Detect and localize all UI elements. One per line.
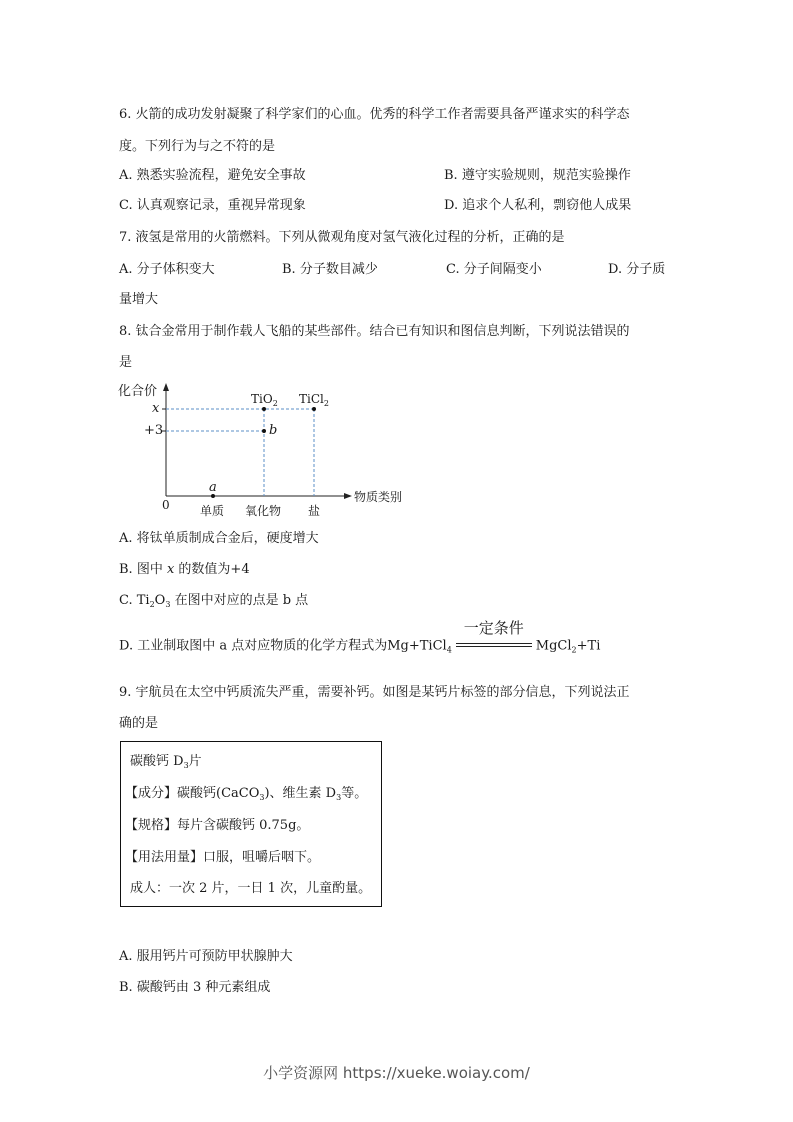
tio2-label: TiO$_2$ [251,392,278,408]
q8-option-c: C. $Ti_2O_3$ 在图中对应的点是 b 点 [119,593,309,609]
q6-stem-line2: 度。下列行为与之不符的是 [119,139,276,154]
point-b-label: b [269,423,278,438]
calcium-tablet-label [120,741,382,907]
y-axis-label: 化合价 [118,384,158,399]
x-category-element: 单质 [200,504,225,518]
q6-option-d: D. 追求个人私利，剽窃他人成果 [444,198,632,213]
footer-watermark: 小学资源网 https://xueke.woiay.com/ [263,1064,530,1082]
y-tick-x: x [152,401,160,416]
q8-stem-line1: 8. 钛合金常用于制作载人飞船的某些部件。结合已有知识和图信息判断，下列说法错误的 [119,324,630,339]
q7-stem: 7. 液氢是常用的火箭燃料。下列从微观角度对氢气液化过程的分析，正确的是 [119,230,565,245]
x-axis-arrow-icon [344,493,352,499]
q7-option-a: A. 分子体积变大 [119,262,215,277]
reaction-arrow: 一定条件 [456,637,532,655]
q9-stem-line2: 确的是 [119,716,159,731]
x-category-oxide: 氧化物 [245,504,282,518]
q7-option-b: B. 分子数目减少 [282,262,378,277]
valence-class-chart [112,378,422,523]
q9-option-b: B. 碳酸钙由 3 种元素组成 [119,980,271,995]
q6-option-b: B. 遵守实验规则，规范实验操作 [444,168,631,183]
q8-stem-line2: 是 [119,355,133,370]
q6-option-c: C. 认真观察记录，重视异常现象 [119,198,306,213]
x-category-salt: 盐 [308,504,321,518]
point-b [262,429,266,433]
label-ingredients: 【成分】碳酸钙(CaCO$_3$)、维生素 $D_3$等。 [125,786,368,802]
label-usage: 【用法用量】口服，咀嚼后咽下。 [125,850,321,865]
q7-option-d-cont: 量增大 [119,292,159,307]
q9-option-a: A. 服用钙片可预防甲状腺肿大 [119,949,293,964]
point-tio2 [262,407,266,411]
origin-label: 0 [162,498,170,512]
q8-option-a: A. 将钛单质制成合金后，硬度增大 [119,531,319,546]
y-axis-arrow-icon [163,383,169,391]
q6-option-a: A. 熟悉实验流程，避免安全事故 [119,168,306,183]
label-title: 碳酸钙 $D_3$片 [130,754,202,770]
q9-stem-line1: 9. 宇航员在太空中钙质流失严重，需要补钙。如图是某钙片标签的部分信息，下列说法正 [119,685,630,700]
point-ticl2 [312,407,316,411]
label-spec: 【规格】每片含碳酸钙 0.75g。 [125,818,310,833]
q7-option-d: D. 分子质 [608,262,666,277]
q6-stem-line1: 6. 火箭的成功发射凝聚了科学家们的心血。优秀的科学工作者需要具备严谨求实的科学态 [119,107,630,122]
ticl2-label: TiCl$_2$ [299,392,329,408]
q8-option-b: B. 图中 x 的数值为+4 [119,562,250,577]
q7-option-c: C. 分子间隔变小 [446,262,542,277]
label-dosage: 成人：一次 2 片，一日 1 次，儿童酌量。 [130,881,372,896]
y-tick-plus3: +3 [144,423,164,438]
q8-option-d: D. 工业制取图中 a 点对应物质的化学方程式为Mg+TiCl$_4$ 一定条件 MgCl$_2$+Ti [119,619,601,655]
point-a-label: a [209,480,217,495]
x-axis-label: 物质类别 [354,490,403,504]
